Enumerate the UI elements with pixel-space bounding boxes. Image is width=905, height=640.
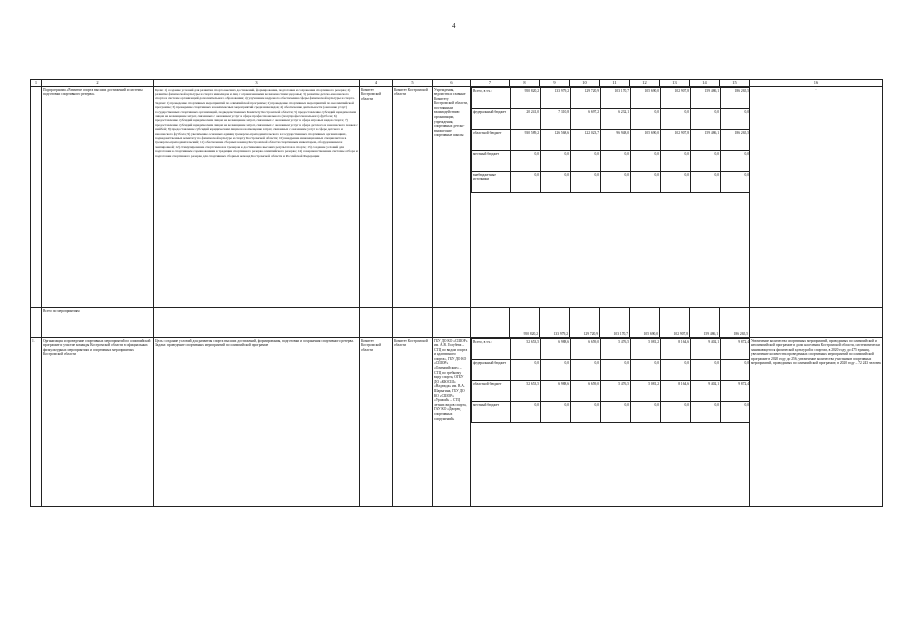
total-value: 129 720,9: [570, 308, 600, 338]
header-cell: 14: [690, 80, 720, 87]
header-cell: 9: [540, 80, 570, 87]
funding-value: 5 476,5: [601, 339, 631, 360]
funding-value: 0,0: [661, 109, 691, 130]
header-row: [31, 80, 883, 87]
funding-value: 0,0: [511, 151, 541, 172]
total-row: [31, 308, 883, 338]
header-cell: 15: [720, 80, 750, 87]
funding-value: 5 081,2: [631, 381, 661, 402]
funding-source: внебюджетные источники: [472, 172, 511, 193]
row-num: 1.: [31, 338, 42, 507]
expected-result: Увеличение количества спортивных мероприятий, проводимых по олимпийской и неолимпийской программе и доли населения Костромской области, систематически занимающегося физической культурой и спортом, в 2020 году до 475 единиц, увеличение количества проведенных спортивных мероприятий по олимпийской программе в 2020 году до 256, увеличение количества участников спортивных мероприятий, проводимых по олимпийской программе, в 2020 году – 72 243 человек: [750, 338, 883, 507]
funding-row: [472, 381, 750, 402]
funding-value: 9 402,1: [691, 339, 721, 360]
funding-value: 8 164,6: [661, 381, 691, 402]
funding-value: 186 265,5: [721, 88, 750, 109]
funding-row: [472, 109, 750, 130]
funding-value: 7 310,8: [541, 109, 571, 130]
funding-value: 0,0: [601, 360, 631, 381]
funding-value: 133 979,2: [541, 88, 571, 109]
funding-value: 0,0: [601, 402, 631, 423]
funding-value: 6 697,2: [571, 109, 601, 130]
funding-row: [472, 360, 750, 381]
measure-name: Подпрограмма «Развитие спорта высших достижений и системы подготовки спортивного резерва»: [42, 87, 154, 308]
header-cell: 4: [360, 80, 393, 87]
funding-value: 0,0: [541, 172, 571, 193]
goals-tasks: Цели: 1) создание условий для развития спорта высших достижений, формирования, подготовки и сохранения спортивного резерва; 2) развитие физической культуры и спорта инвалидов и лиц с ограниченными возможностями здоровья; 3) развитие детско-юношеского спорта в системе организаций дополнительного образования; 4) улучшение кадрового обеспечения сферы физической культуры и спорта. Задачи: 1) проведение спортивных мероприятий по олимпийской программе; 2) проведение спортивных мероприятий по неолимпийской программе; 3) проведение спортивных и комплексных мероприятий среди инвалидов; 4) обеспечение деятельности (оказание услуг) государственных спортивных организаций, подведомственных Комитету Костромской области; 5) предоставление субсидий юридическим лицам на возмещение затрат, связанных с оказанием услуг в сфере профессионального (полупрофессионального) футбола; 6) предоставление субсидий юридическим лицам на возмещение затрат, связанных с оказанием услуг в сфере игровых видов спорта; 7) предоставление субсидий юридическим лицам на возмещение затрат, связанных с оказанием услуг в сфере детского и юношеского хоккея с шайбой; 8) предоставление субсидий юридическим лицам на возмещение затрат, связанных с оказанием услуг в сфере детского и юношеского футбола; 9) увеличение основных единиц тренерско-преподавательского в государственных спортивных организациях, подведомственных комитету по физической культуре и спорту Костромской области; 10) внедрение инновационных специалистов в тренерско-преподавательский; 11) обеспечение сборных команд Костромской области спортивным инвентарем, оборудованием и экипировкой; 12) стимулирование спортсменов и тренеров к достижению высоких результатов в спорте; 13) создание условий для подготовки к спортивным соревнованиям в традиции спортивного резерва олимпийского резерва; 14) совершенствование системы отбора и подготовки спортивного резерва для спортивных сборных команд Костромской области и Российской Федерации: [154, 87, 360, 308]
funding-row: [472, 151, 750, 172]
header-cell: 16: [750, 80, 883, 87]
header-cell: 13: [660, 80, 690, 87]
measure-name: Организация и проведение спортивных мероприятий по олимпийской программе и участие команды Костромской области в официальных физкультурных мероприятиях и спортивных мероприятиях Костромской области: [42, 338, 154, 507]
funding-source: федеральный бюджет: [472, 109, 511, 130]
funding-value: 0,0: [661, 151, 691, 172]
funding-value: 96 948,0: [601, 130, 631, 151]
funding-value: 9 872,4: [721, 381, 750, 402]
executor: Комитет Костромской области: [360, 87, 393, 308]
program-table: [30, 79, 883, 507]
funding-value: 0,0: [721, 172, 750, 193]
funding-value: 0,0: [661, 360, 691, 381]
table-row: [31, 87, 883, 308]
funding-block: [471, 338, 750, 507]
funding-value: 102 907,8: [661, 88, 691, 109]
funding-value: 0,0: [571, 151, 601, 172]
funding-value: 0,0: [691, 172, 721, 193]
funding-value: 5 476,5: [601, 381, 631, 402]
funding-source: местный бюджет: [472, 151, 511, 172]
funding-table: [471, 338, 750, 423]
header-cell: 2: [42, 80, 154, 87]
funding-value: 0,0: [721, 402, 750, 423]
funding-value: 930 589,2: [511, 130, 541, 151]
funding-value: 20 241,0: [511, 109, 541, 130]
funding-value: 103 170,7: [601, 88, 631, 109]
coexecutor: Комитет Костромской области: [393, 338, 433, 507]
funding-source: Всего, в т.ч.:: [472, 339, 511, 360]
table-row: [31, 338, 883, 507]
funding-value: 0,0: [631, 360, 661, 381]
funding-value: 0,0: [661, 402, 691, 423]
funding-value: 105 690,0: [631, 130, 661, 151]
row-num: [31, 87, 42, 308]
funding-value: 159 486,1: [691, 130, 721, 151]
funding-value: 0,0: [631, 402, 661, 423]
header-cell: 5: [393, 80, 433, 87]
header-cell: 8: [510, 80, 540, 87]
funding-value: 0,0: [511, 360, 541, 381]
funding-value: 186 265,5: [721, 130, 750, 151]
funding-source: областной бюджет: [472, 130, 511, 151]
funding-value: 52 653,5: [511, 339, 541, 360]
funding-value: 0,0: [541, 151, 571, 172]
funding-row: [472, 339, 750, 360]
funding-value: 129 720,9: [571, 88, 601, 109]
funding-value: 6 659,0: [571, 381, 601, 402]
funding-block: [471, 87, 750, 308]
funding-value: 0,0: [661, 172, 691, 193]
funding-value: 0,0: [691, 151, 721, 172]
funding-row: [472, 402, 750, 423]
coexecutor: Комитет Костромской области: [393, 87, 433, 308]
funding-value: 6 659,0: [571, 339, 601, 360]
funding-value: 0,0: [691, 360, 721, 381]
funding-value: 6 988,6: [541, 339, 571, 360]
funding-value: 52 653,5: [511, 381, 541, 402]
funding-value: 102 907,8: [661, 130, 691, 151]
funding-row: [472, 172, 750, 193]
page-number: 4: [452, 22, 456, 30]
funding-source: местный бюджет: [472, 402, 511, 423]
funding-value: 9 402,1: [691, 381, 721, 402]
total-value: 105 690,0: [630, 308, 660, 338]
funding-value: 0,0: [631, 109, 661, 130]
header-cell: 6: [433, 80, 471, 87]
funding-source: областной бюджет: [472, 381, 511, 402]
funding-value: 5 081,2: [631, 339, 661, 360]
funding-row: [472, 130, 750, 151]
funding-value: 0,0: [511, 402, 541, 423]
participants: Учреждения, ведомства и главные Комитету Костромской области, постоянным взаимодействию организации, учреждения, спортивных детско-юношеские спортивные школы: [433, 87, 471, 308]
goals-tasks: Цель: создание условий для развития спорта высших достижений, формирования, подготовки и сохранения спортивного резерва. Задача: проведение спортивных мероприятий по олимпийской программе: [154, 338, 360, 507]
funding-row: [472, 88, 750, 109]
funding-value: 9 872,4: [721, 339, 750, 360]
funding-value: 0,0: [511, 172, 541, 193]
header-cell: 12: [630, 80, 660, 87]
funding-source: федеральный бюджет: [472, 360, 511, 381]
total-value: 103 170,7: [600, 308, 630, 338]
funding-value: 0,0: [721, 151, 750, 172]
funding-value: 0,0: [571, 360, 601, 381]
header-cell: 3: [154, 80, 360, 87]
funding-value: 0,0: [541, 360, 571, 381]
participants: ГБУ ДО КО «СШОР» им. А.В. Голубева – СТЦ по видам спорта и адаптивного спорта», ГБУ ДО КО «СШОР» «Олимпийские» – СТЦ по гребному виду спорта, ОГБУ ДО «КЮСШ» «Надежда» им. В.А. Шарыгина, ГБУ ДО КО «СШОР» «Урожай» – СТЦ летних видов спорта, ГАУ КО «Дворец спортивных сооружений»: [433, 338, 471, 507]
funding-value: 0,0: [541, 402, 571, 423]
total-value: 133 979,2: [540, 308, 570, 338]
funding-value: 0,0: [631, 172, 661, 193]
header-cell: 1: [31, 80, 42, 87]
total-value: 102 907,8: [660, 308, 690, 338]
total-value: 159 486,1: [690, 308, 720, 338]
funding-value: 8 164,6: [661, 339, 691, 360]
funding-value: 105 690,0: [631, 88, 661, 109]
funding-value: 126 568,6: [541, 130, 571, 151]
funding-value: 950 820,2: [511, 88, 541, 109]
funding-value: 0,0: [571, 402, 601, 423]
funding-value: 0,0: [721, 360, 750, 381]
expected-result: -: [750, 87, 883, 308]
funding-value: 159 486,1: [691, 88, 721, 109]
header-cell: 11: [600, 80, 630, 87]
funding-value: 0,0: [571, 172, 601, 193]
funding-value: 0,0: [631, 151, 661, 172]
executor: Комитет Костромской области: [360, 338, 393, 507]
total-value: 950 820,2: [510, 308, 540, 338]
funding-value: 0,0: [721, 109, 750, 130]
total-value: 186 265,5: [720, 308, 750, 338]
funding-value: 0,0: [601, 151, 631, 172]
funding-value: 6 232,1: [601, 109, 631, 130]
funding-table: [471, 87, 750, 193]
header-cell: 10: [570, 80, 600, 87]
funding-value: 6 988,6: [541, 381, 571, 402]
funding-value: 0,0: [691, 402, 721, 423]
header-cell: 7: [471, 80, 510, 87]
funding-value: 0,0: [601, 172, 631, 193]
funding-value: 122 023,7: [571, 130, 601, 151]
total-label: Всего по мероприятиям: [42, 308, 154, 338]
funding-value: 0,0: [691, 109, 721, 130]
funding-source: Всего, в т.ч.:: [472, 88, 511, 109]
